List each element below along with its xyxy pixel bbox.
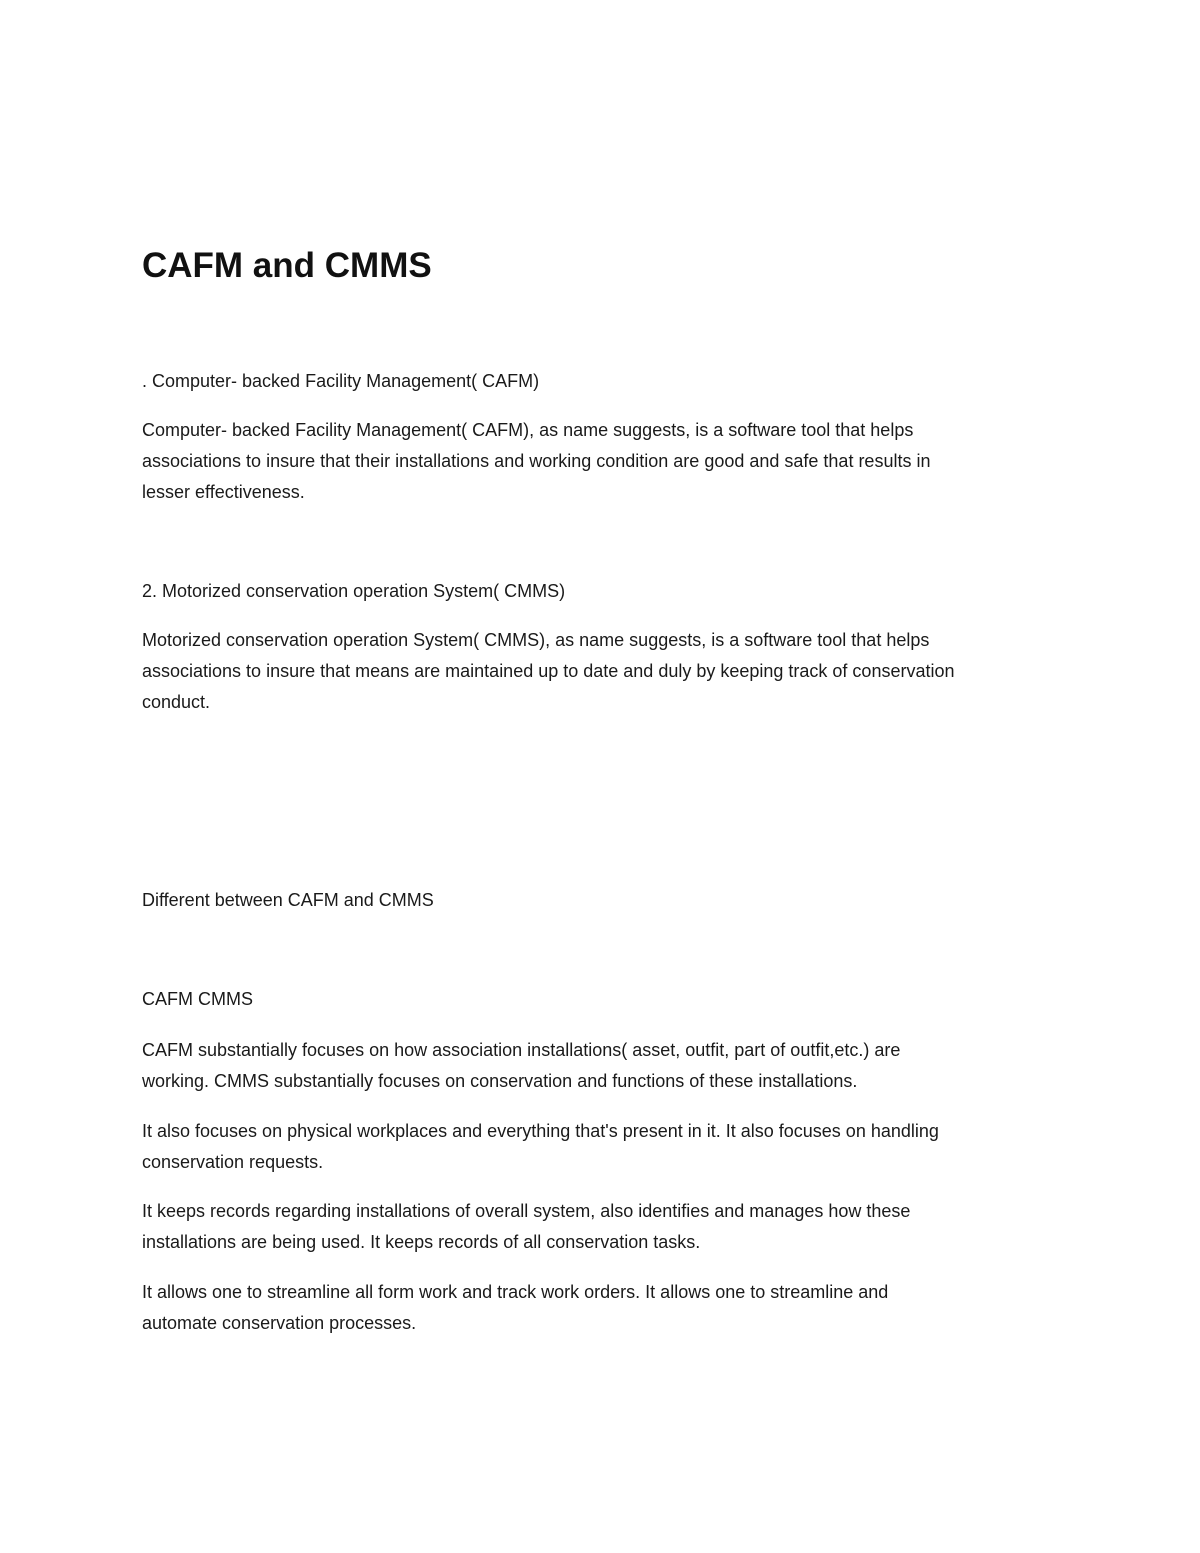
- cafm-heading: . Computer- backed Facility Management( CAFM): [142, 371, 540, 391]
- comparison-header: CAFM CMMS: [142, 989, 253, 1009]
- comparison-point-2-line-1: It also focuses on physical workplaces and everything that's present in it. It also focuses on handling: [142, 1121, 939, 1141]
- comparison-point-3-line-2: installations are being used. It keeps records of all conservation tasks.: [142, 1232, 701, 1252]
- comparison-point-4-line-1: It allows one to streamline all form work and track work orders. It allows one to streamline and: [142, 1282, 889, 1302]
- comparison-point-3-line-1: It keeps records regarding installations of overall system, also identifies and manages how these: [142, 1201, 911, 1221]
- cmms-heading: 2. Motorized conservation operation System( CMMS): [142, 581, 566, 601]
- cafm-description-line-1: Computer- backed Facility Management( CAFM), as name suggests, is a software tool that helps: [142, 420, 914, 440]
- cafm-description-line-3: lesser effectiveness.: [142, 482, 305, 502]
- cmms-description-line-1: Motorized conservation operation System( CMMS), as name suggests, is a software tool that helps: [142, 630, 930, 650]
- cmms-description-line-3: conduct.: [142, 692, 211, 712]
- comparison-point-2-line-2: conservation requests.: [142, 1152, 324, 1172]
- document-title: CAFM and CMMS: [142, 246, 432, 285]
- cmms-description-line-2: associations to insure that means are maintained up to date and duly by keeping track of conservation: [142, 661, 955, 681]
- comparison-point-1-line-2: working. CMMS substantially focuses on conservation and functions of these installations.: [142, 1071, 858, 1091]
- comparison-point-4-line-2: automate conservation processes.: [142, 1313, 417, 1333]
- comparison-point-1-line-1: CAFM substantially focuses on how association installations( asset, outfit, part of outfit,etc.) are: [142, 1040, 901, 1060]
- cafm-description-line-2: associations to insure that their installations and working condition are good and safe that results in: [142, 451, 931, 471]
- difference-heading: Different between CAFM and CMMS: [142, 890, 434, 910]
